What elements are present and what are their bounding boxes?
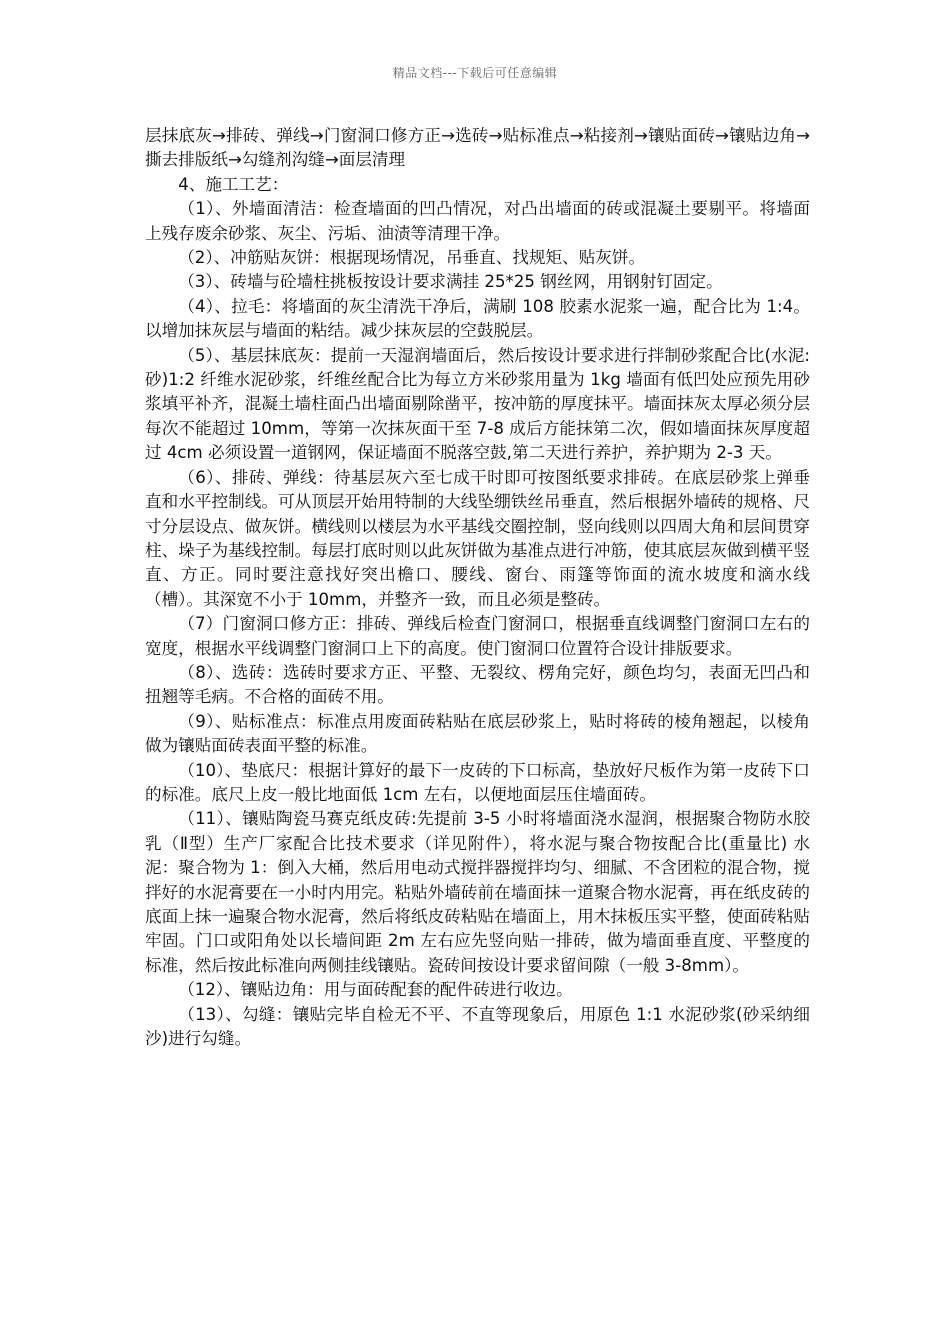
paragraph-step-9: （9）、贴标准点：标准点用废面砖粘贴在底层砂浆上，贴时将砖的棱角翘起，以棱角做为镶贴面砖表面平整的标准。 bbox=[145, 711, 810, 756]
paragraph-step-12: （12）、镶贴边角：用与面砖配套的配件砖进行收边。 bbox=[178, 980, 573, 1000]
paragraph-step-10: （10）、垫底尺：根据计算好的最下一皮砖的下口标高，垫放好尺板作为第一皮砖下口的标准。底尺上皮一般比地面低 1cm 左右，以便地面层压住墙面砖。 bbox=[145, 760, 810, 804]
paragraph-step-3: （3）、砖墙与砼墙柱挑板按设计要求满挂 25*25 钢丝网，用钢射钉固定。 bbox=[178, 272, 723, 292]
paragraph-step-2: （2）、冲筋贴灰饼：根据现场情况，吊垂直、找规矩、贴灰饼。 bbox=[178, 248, 646, 268]
paragraph-step-13: （13）、勾缝：镶贴完毕自检无不平、不直等现象后，用原色 1:1 水泥砂浆(砂采纳细沙)进行勾缝。 bbox=[145, 1004, 810, 1049]
paragraph-process-flow: 层抹底灰→排砖、弹线→门窗洞口修方正→选砖→贴标准点→粘接剂→镶贴面砖→镶贴边角→撕去排版纸→勾缝剂沟缝→面层清理 bbox=[145, 126, 810, 170]
paragraph-step-11: （11）、镶贴陶瓷马赛克纸皮砖:先提前 3-5 小时将墙面浇水湿润，根据聚合物防水胶乳（Ⅱ型）生产厂家配合比技术要求（详见附件），将水泥与聚合物按配合比(重量比) 水泥：聚合物为 1：倒入大桶，然后用电动式搅拌器搅拌均匀、细腻、不含团粒的混合物，搅拌好的水泥膏要在一小时内用完。粘贴外墙砖前在墙面抹一道聚合物水泥膏，再在纸皮砖的底面上抹一遍聚合物水泥膏，然后将纸皮砖粘贴在墙面上，用木抹板压实平整，使面砖粘贴牢固。门口或阳角处以长墙间距 2m 左右应先竖向贴一排砖，做为墙面垂直度、平整度的标准，然后按此标准向两侧挂线镶贴。瓷砖间按设计要求留间隙（一般 3-8mm）。 bbox=[145, 809, 810, 975]
paragraph-step-8: （8）、选砖：选砖时要求方正、平整、无裂纹、楞角完好，颜色均匀，表面无凹凸和扭翘等毛病。不合格的面砖不用。 bbox=[145, 662, 810, 707]
paragraph-section-heading: 4、施工工艺： bbox=[178, 174, 289, 194]
paragraph-step-7: （7）门窗洞口修方正：排砖、弹线后检查门窗洞口，根据垂直线调整门窗洞口左右的宽度，根据水平线调整门窗洞口上下的高度。使门窗洞口位置符合设计排版要求。 bbox=[145, 614, 810, 658]
paragraph-step-6: （6）、排砖、弹线：待基层灰六至七成干时即可按图纸要求排砖。在底层砂浆上弹垂直和水平控制线。可从顶层开始用特制的大线坠绷铁丝吊垂直，然后根据外墙砖的规格、尺寸分层设点、做灰饼。横线则以楼层为水平基线交圈控制，竖向线则以四周大角和层间贯穿柱、垛子为基线控制。每层打底时则以此灰饼做为基准点进行冲筋，使其底层灰做到横平竖直、方正。同时要注意找好突出檐口、腰线、窗台、雨篷等饰面的流水坡度和滴水线（槽）。其深宽不小于 10mm，并整齐一致，而且必须是整砖。 bbox=[145, 467, 810, 609]
document-body bbox=[145, 124, 810, 1051]
paragraph-step-1: （1）、外墙面清洁：检查墙面的凹凸情况，对凸出墙面的砖或混凝土要剔平。将墙面上残存废余砂浆、灰尘、污垢、油渍等清理干净。 bbox=[145, 199, 810, 243]
paragraph-step-4: （4）、拉毛：将墙面的灰尘清洗干净后，满刷 108 胶素水泥浆一遍，配合比为 1:4。以增加抹灰层与墙面的粘结。减少抹灰层的空鼓脱层。 bbox=[145, 296, 810, 341]
page-header: 精品文档---下载后可任意编辑 bbox=[392, 66, 558, 80]
paragraph-step-5: （5）、基层抹底灰：提前一天湿润墙面后，然后按设计要求进行拌制砂浆配合比(水泥:砂)1:2 纤维水泥砂浆，纤维丝配合比为每立方米砂浆用量为 1kg 墙面有低凹处应预先用砂浆填平补齐，混凝土墙柱面凸出墙面剔除凿平，按冲筋的厚度抹平。墙面抹灰太厚必须分层每次不能超过 10mm，等第一次抹灰面干至 7-8 成后方能抹第二次，假如墙面抹灰厚度超过 4cm 必须设置一道钢网，保证墙面不脱落空鼓,第二天进行养护，养护期为 2-3 天。 bbox=[145, 345, 810, 463]
